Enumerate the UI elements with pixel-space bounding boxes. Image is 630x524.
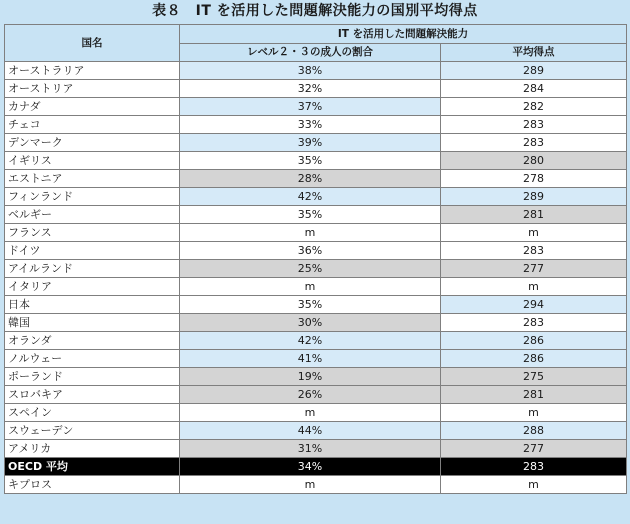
- country-cell: オーストラリア: [5, 62, 180, 80]
- table-header: [5, 25, 627, 62]
- country-cell: スロバキア: [5, 386, 180, 404]
- table-row: [5, 80, 627, 98]
- country-cell: ベルギー: [5, 206, 180, 224]
- country-cell: アメリカ: [5, 440, 180, 458]
- level-cell: m: [180, 404, 441, 422]
- score-cell: 283: [441, 134, 627, 152]
- table-body: [5, 62, 627, 494]
- level-cell: 33%: [180, 116, 441, 134]
- country-cell: ポーランド: [5, 368, 180, 386]
- score-cell: m: [441, 224, 627, 242]
- country-cell: オランダ: [5, 332, 180, 350]
- table-row: [5, 242, 627, 260]
- country-cell: エストニア: [5, 170, 180, 188]
- country-cell: 日本: [5, 296, 180, 314]
- score-cell: 283: [441, 458, 627, 476]
- level-column-header: レベル２・３の成人の割合: [180, 44, 441, 62]
- table-row: [5, 62, 627, 80]
- country-cell: イタリア: [5, 278, 180, 296]
- table-row: [5, 422, 627, 440]
- score-cell: 289: [441, 62, 627, 80]
- table-row: [5, 314, 627, 332]
- country-cell: スウェーデン: [5, 422, 180, 440]
- country-cell: 韓国: [5, 314, 180, 332]
- table-row: [5, 152, 627, 170]
- level-cell: 19%: [180, 368, 441, 386]
- level-cell: 39%: [180, 134, 441, 152]
- table-row: [5, 98, 627, 116]
- level-cell: 35%: [180, 296, 441, 314]
- score-cell: 281: [441, 386, 627, 404]
- level-cell: 38%: [180, 62, 441, 80]
- table-row: [5, 116, 627, 134]
- level-cell: 35%: [180, 152, 441, 170]
- table-row: [5, 386, 627, 404]
- country-cell: キプロス: [5, 476, 180, 494]
- score-cell: 294: [441, 296, 627, 314]
- score-cell: 277: [441, 260, 627, 278]
- table-row: [5, 440, 627, 458]
- level-cell: 32%: [180, 80, 441, 98]
- score-cell: 286: [441, 332, 627, 350]
- country-cell: スペイン: [5, 404, 180, 422]
- level-cell: 34%: [180, 458, 441, 476]
- country-cell: ドイツ: [5, 242, 180, 260]
- table-row: [5, 278, 627, 296]
- level-cell: 35%: [180, 206, 441, 224]
- country-cell: デンマーク: [5, 134, 180, 152]
- score-cell: 288: [441, 422, 627, 440]
- table-row: [5, 188, 627, 206]
- country-cell: イギリス: [5, 152, 180, 170]
- table-row: [5, 134, 627, 152]
- country-cell: ノルウェー: [5, 350, 180, 368]
- level-cell: 41%: [180, 350, 441, 368]
- score-cell: 278: [441, 170, 627, 188]
- level-cell: 31%: [180, 440, 441, 458]
- level-cell: 44%: [180, 422, 441, 440]
- level-cell: 37%: [180, 98, 441, 116]
- country-cell: チェコ: [5, 116, 180, 134]
- level-cell: m: [180, 224, 441, 242]
- level-cell: 28%: [180, 170, 441, 188]
- table-row: [5, 170, 627, 188]
- score-cell: 283: [441, 314, 627, 332]
- group-column-header: IT を活用した問題解決能力: [180, 25, 627, 44]
- table-row: [5, 224, 627, 242]
- table-title: 表８ IT を活用した問題解決能力の国別平均得点: [152, 3, 478, 19]
- level-cell: 36%: [180, 242, 441, 260]
- level-cell: m: [180, 476, 441, 494]
- level-cell: 42%: [180, 188, 441, 206]
- country-cell: OECD 平均: [5, 458, 180, 476]
- country-column-header: 国名: [5, 25, 180, 62]
- score-cell: 284: [441, 80, 627, 98]
- score-column-header: 平均得点: [441, 44, 627, 62]
- country-cell: フランス: [5, 224, 180, 242]
- country-cell: フィンランド: [5, 188, 180, 206]
- score-cell: 283: [441, 116, 627, 134]
- table-row: [5, 332, 627, 350]
- country-cell: アイルランド: [5, 260, 180, 278]
- score-cell: 286: [441, 350, 627, 368]
- score-cell: 281: [441, 206, 627, 224]
- oecd-average-row: [5, 458, 627, 476]
- level-cell: m: [180, 278, 441, 296]
- level-cell: 26%: [180, 386, 441, 404]
- country-cell: カナダ: [5, 98, 180, 116]
- score-cell: 283: [441, 242, 627, 260]
- results-table: [4, 24, 627, 494]
- score-cell: m: [441, 404, 627, 422]
- level-cell: 42%: [180, 332, 441, 350]
- table-row: [5, 476, 627, 494]
- table-row: [5, 368, 627, 386]
- score-cell: 275: [441, 368, 627, 386]
- score-cell: 289: [441, 188, 627, 206]
- score-cell: m: [441, 278, 627, 296]
- score-cell: 282: [441, 98, 627, 116]
- level-cell: 30%: [180, 314, 441, 332]
- table-row: [5, 260, 627, 278]
- table-row: [5, 404, 627, 422]
- score-cell: 280: [441, 152, 627, 170]
- table-row: [5, 350, 627, 368]
- score-cell: 277: [441, 440, 627, 458]
- table-row: [5, 296, 627, 314]
- level-cell: 25%: [180, 260, 441, 278]
- country-cell: オーストリア: [5, 80, 180, 98]
- score-cell: m: [441, 476, 627, 494]
- table-row: [5, 206, 627, 224]
